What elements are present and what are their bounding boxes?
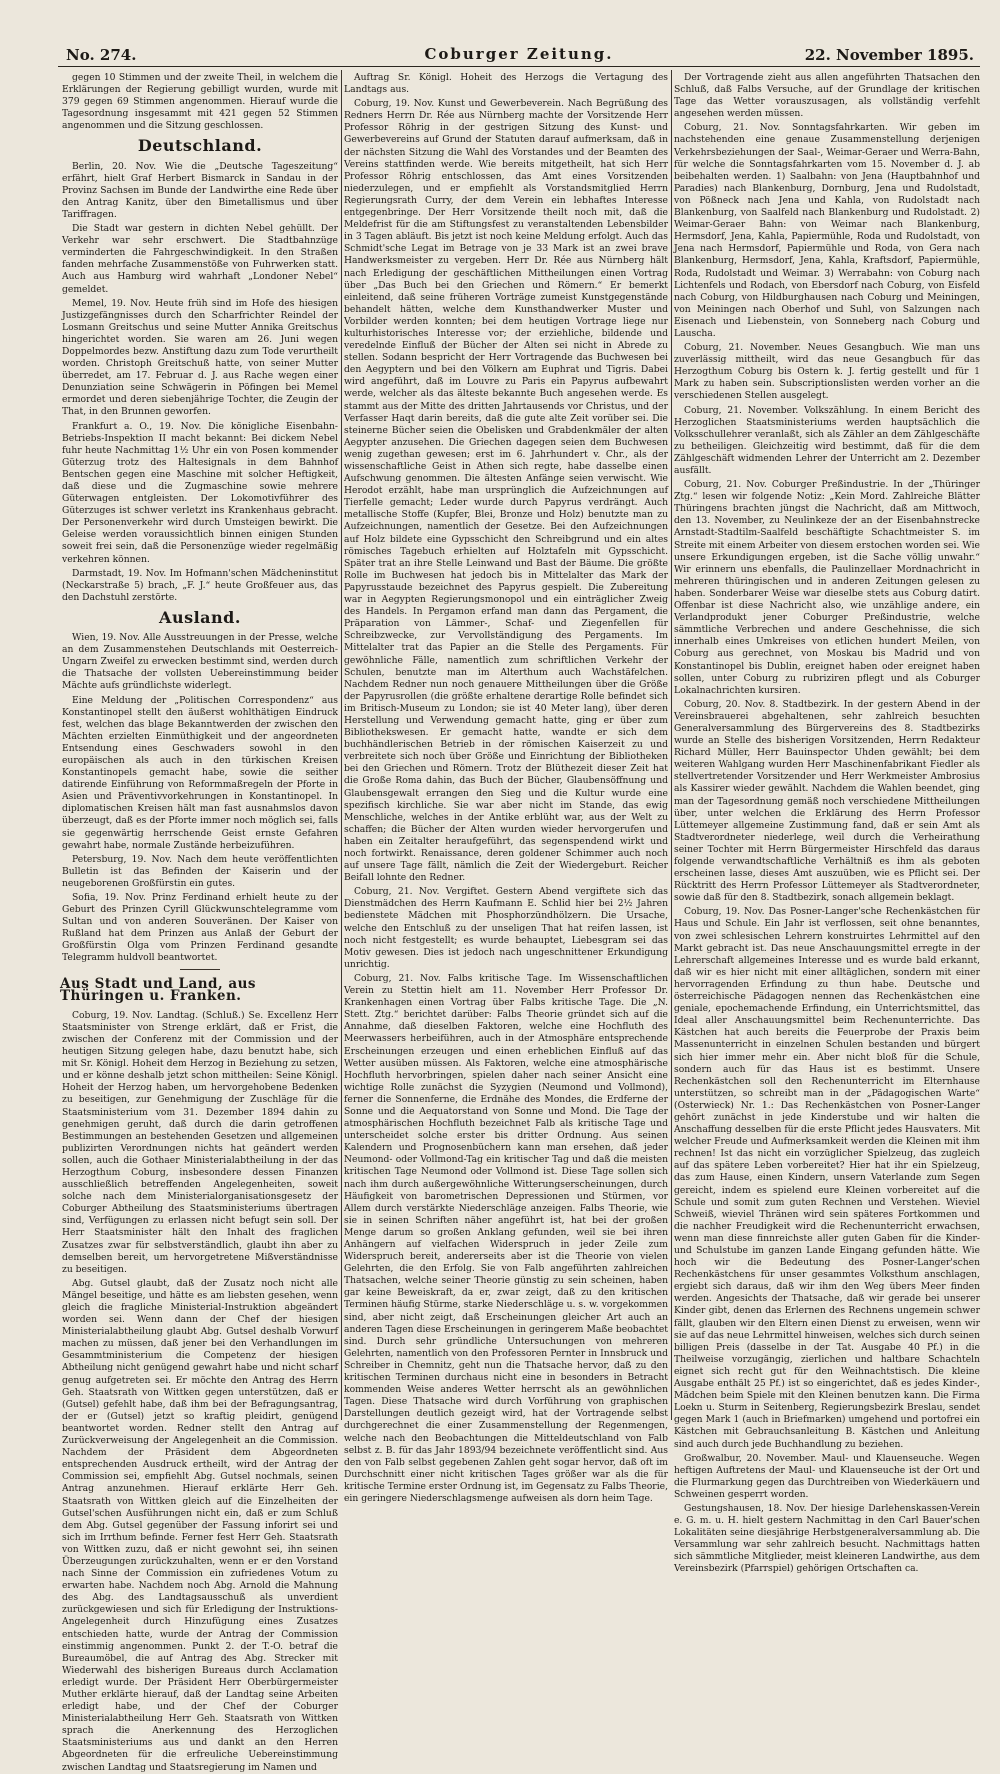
article-petersburg: Petersburg, 19. Nov. Nach dem heute veröffentlichten Bulletin ist das Befinden der Kaiserin und der neugeborenen Großfürstin ein gutes. bbox=[62, 853, 338, 889]
article-paragraph: Auftrag Sr. Königl. Hoheit des Herzogs die Vertagung des Landtags aus. bbox=[344, 72, 668, 96]
article-landtag: Coburg, 19. Nov. Landtag. (Schluß.) Se. Excellenz Herr Staatsminister von Strenge erklärt, daß er Frist, die zwischen der Conferenz mit der Commission und der heutigen Sitzung gelegen habe, dazu benutzt habe, sich mit Sr. Königl. Hoheit dem Herzog in Beziehung zu setzen, und er könne deshalb jetzt schon mittheilen: Seine Königl. Hoheit der Herzog haben, um hervorgehobene Bedenken zu beseitigen, zur Genehmigung der Zuschläge für die Staatsministerium vom 31. Dezember 1894 dahin zu genehmigen geruht, daß durch die darin getroffenen Bestimmungen an bestehenden Gesetzen und allgemeinen publizirten Verordnungen nichts hat geändert werden sollen, auch die Gothaer Ministerialabtheilung in der das Herzogthum Coburg, insbesondere dessen Finanzen ausschließlich betreffenden Angelegenheiten, soweit solche nach dem Ministerialorganisationsgesetz der Coburger Abtheilung des Staatsministeriums übertragen sind, Verfügungen zu erlassen nicht befugt sein soll. Der Herr Staatsminister hält den Inhalt des fraglichen Zusatzes zwar für selbstverständlich, glaubt ihn aber zu demselben bereit, um hervorgetretene Mißverständnisse zu beseitigen. bbox=[62, 1009, 338, 1275]
article-wien: Wien, 19. Nov. Alle Ausstreuungen in der Presse, welche an dem Zusammenstehen Deutschlands mit Oesterreich-Ungarn Zweifel zu erwecken bestimmt sind, werden durch die Thatsache der vollsten Uebereinstimmung beider Mächte aufs gründlichste widerlegt. bbox=[62, 632, 338, 692]
article-sofia: Sofia, 19. Nov. Prinz Ferdinand erhielt heute zu der Geburt des Prinzen Cyrill Glückwunschtelegramme vom Sultan und von anderen Souveränen. Der Kaiser von Rußland hat dem Prinzen aus Anlaß der Geburt der Großfürstin Olga vom Prinzen Ferdinand gesandte Telegramm huldvoll beantwortet. bbox=[62, 892, 338, 964]
article-paragraph: Abg. Gutsel glaubt, daß der Zusatz noch nicht alle Mängel beseitige, und hätte es am liebsten gesehen, wenn gleich die fragliche Ministerial-Instruktion abgeändert worden sei. Wenn dann der Chef der hiesigen Ministerialabtheilung glaubt Abg. Gutsel deshalb Vorwurf machen zu müssen, daß jener bei den Verhandlungen im Gesammtministerium die Competenz der hiesigen Abtheilung nicht genügend gewahrt habe und nicht scharf genug aufgetreten sei. Er möchte den Antrag des Herrn Geh. Staatsrath von Wittken gegen unterstützen, daß er (Gutsel) gefehlt habe, daß ihm bei der Befragungsantrag, der er (Gutsel) jetzt so kraftig pleidirt, genügend beantwortet worden. Redner stellt den Antrag auf Zurückverweisung der Angelegenheit an die Commission. Nachdem der Präsident dem Abgeordneten entsprechenden Ausdruck ertheilt, wird der Antrag der Commission sei, empfiehlt Abg. Gutsel nochmals, seinen Antrag anzunehmen. Hierauf erklärte Herr Geh. Staatsrath von Wittken gleich auf die Einzelheiten der Gutsel'schen Ausführungen nicht ein, daß er zum Schluß dem Abg. Gutsel gegenüber der Fassung inforirt sei und sich im Irrthum befinde. Ferner fest Herr Geh. Staatsrath von Wittken zuzu, daß er nicht gewohnt sei, ihn seinen Überzeugungen zurückzuhalten, wenn er er den Vorstand nach Sinne der Commission ein zufriedenes Votum zu erwarten habe. Nachdem noch Abg. Arnold die Mahnung des Abg. des Landtagsausschuß als unverdient zurückgewiesen und sich für Erledigung der Instruktions-Angelegenheit durch Hinzufügung eines Zusatzes entschieden hatte, wurde der Antrag der Commission einstimmig angenommen. Punkt 2. der T.-O. betraf die Bureaumöbel, die auf Antrag des Abg. Strecker mit Wiederwahl des bisherigen Bureaus durch Acclamation erledigt wurde. Der Präsident Herr Oberbürgermeister Muther erklärte hierauf, daß der Landtag seine Arbeiten erledigt habe, und der Chef der Coburger Ministerialabtheilung Herr Geh. Staatsrath von Wittken sprach die Anerkennung des Herzoglichen Staatsministeriums aus und dankt an den Herren Abgeordneten für die erfreuliche Uebereinstimmung zwischen Landtag und Staatsregierung im Namen und bbox=[62, 1277, 338, 1773]
article-stadtbezirk: Coburg, 20. Nov. 8. Stadtbezirk. In der gestern Abend in der Vereinsbrauerei abgehaltenen, sehr zahlreich besuchten Generalversammlung des Bürgervereins des 8. Stadtbezirks wurde an Stelle des bisherigen Vorsitzenden, Herrn Redakteur Richard Müller, Herr Bauinspector Uhden gewählt; bei dem weiteren Wahlgang wurden Herr Maschinenfabrikant Fiedler als stellvertretender Vorsitzender und Herr Werkmeister Ambrosius als Kassirer wieder gewählt. Nachdem die Wahlen beendet, ging man der Tagesordnung gemäß noch verschiedene Mittheilungen über, unter welchen die Erklärung des Herrn Professor Lüttemeyer allgemeine Zustimmung fand, daß er sein Amt als Stadtverordneter niederlege, weil durch die Verheirathung seiner Tochter mit Herrn Bürgermeister Hirschfeld das daraus folgende verwandtschaftliche Verhältniß es ihm als geboten erscheinen lasse, dieses Amt auszuüben, wie es Pflicht sei. Der Rücktritt des Herrn Professor Lüttemeyer als Stadtverordneter, sowie daß für den 8. Stadtbezirk, sonach allgemein beklagt. bbox=[674, 698, 980, 904]
issue-date: 22. November 1895. bbox=[804, 46, 974, 64]
article-darmstadt: Darmstadt, 19. Nov. Im Hofmann'schen Mädcheninstitut (Neckarstraße 5) brach, „F. J.“ heute Großfeuer aus, das den Dachstuhl zerstörte. bbox=[62, 567, 338, 603]
column-3 bbox=[674, 72, 980, 1575]
article-pressindustrie: Coburg, 21. Nov. Coburger Preßindustrie. In der „Thüringer Ztg.“ lesen wir folgende Notiz: „Kein Mord. Zahlreiche Blätter Thüringens brachten jüngst die Nachricht, daß am Mittwoch, den 13. November, zu Neulinkeze der an der Eisenbahnstrecke Arnstadt-Stadtilm-Saalfeld beschäftigte Schachtmeister S. im Streite mit einem Arbeiter von diesem erstochen worden sei. Wie unsere Erkundigungen ergeben, ist die Sache völlig unwahr.“ Wir erinnern uns ebenfalls, die Paulinzellaer Mordnachricht in mehreren thüringischen und in anderen Zeitungen gelesen zu haben. Sonderbarer Weise war dieselbe stets aus Coburg datirt. Offenbar ist diese Nachricht also, wie unzählige andere, ein Verlandprodukt jener Coburger Preßindustrie, welche sämmtliche Verbrechen und andere Geschehnisse, die sich innerhalb eines Umkreises von etlichen hundert Meilen, von Coburg aus gerechnet, von Moskau bis Madrid und von Konstantinopel bis Dublin, ereignet haben oder ereignet haben sollen, unter Coburg zu rubriziren pflegt und als Coburger Lokalnachrichten kursiren. bbox=[674, 479, 980, 696]
article-paragraph: Eine Meldung der „Politischen Correspondenz“ aus Konstantinopel stellt den äußerst wohlthätigen Eindruck fest, welchen das blage Bekanntwerden der zwischen den Mächten erzielten Einmüthigkeit und der angeordneten Entsendung eines Geschwaders sowohl in den europäischen als auch in den türkischen Kreisen Konstantinopels gemacht habe, sowie die seither datirende Einführung von Reformmaßregeln der Pforte in Asien und Präventivvorkehrungen in Konstantinopel. In diplomatischen Kreisen hält man fast ausnahmslos davon überzeugt, daß es der Pforte immer noch möglich sei, falls sie gegenwärtig herrschende Geist ernste Gefahren gewahrt habe, normale Zustände herbeizuführen. bbox=[62, 694, 338, 851]
article-rechenkaestchen: Coburg, 19. Nov. Das Posner-Langer'sche Rechenkästchen für Haus und Schule. Ein Jahr ist verflossen, seit ohne benanntes, von zwei schlesischen Lehrern konstruirtes Lehrmittel auf den Markt gebracht ist. Das neue Anschauungsmittel erregte in der Lehrerschaft allgemeines Interesse und es wurde bald erkannt, daß wir es hier nicht mit einer alltäglichen, sondern mit einer hervorragenden Erfindung zu thun habe. Deutsche und österreichische Pädagogen nennen das Rechenkästchen eine geniale, epochemachende Erfindung, ein Unterrichtsmittel, das Ideal aller Anschauungsmittel beim Rechenunterrichte. Das Kästchen hat auch bereits die Feuerprobe der Praxis beim Massenunterricht in einzelnen Schulen bestanden und bürgert sich hier immer mehr ein. Aber nicht bloß für die Schule, sondern auch für das Haus ist es bestimmt. Unsere Rechenkästchen soll den Rechenunterricht im Elternhause unterstützen, so schreibt man in der „Pädagogischen Warte“ (Osterwieck) Nr. 1.: Das Rechenkästchen von Posner-Langer gehört zunächst in jede Kinderstube und wir halten die Anschaffung desselben für die erste Pflicht jedes Hausvaters. Mit welcher Freude und Aufmerksamkeit werden die Kleinen mit ihm rechnen! Ist das nicht ein vorzüglicher Spielzeug, das zugleich auf das spätere Leben vorbereitet? Hier hat ihr ein Spielzeug, das zum Hause, einen Kindern, unsern Vaterlande zum Segen gereicht, indem es spielend eure Kleinen vorbereitet auf die Schule und somit zum guten Rechnen und Verstehen. Wieviel Schweiß, wieviel Thränen wird sein späteres Fortkommen und die nachher Freudigkeit wird die Rechenunterricht erwachsen, wenn man diese finnreichste aller guten Gaben für die Kinder- und Schulstube im ganzen Lande Eingang gefunden hätte. Wie hoch wir die Bedeutung des Posner-Langer'schen Rechenkästchens für unser gesammtes Volksthum anschlagen, ergiebt sich daraus, daß wir ihm den Weg übers Meer finden werden. Angesichts der Thatsache, daß wir gerade bei unserer Kinder gibt, denen das Erlernen des Rechnens ungemein schwer fällt, glauben wir den Eltern einen Dienst zu erweisen, wenn wir sie auf das neue Lehrmittel hinweisen, welches sich durch seinen billigen Preis (dasselbe in der Tat. Ausgabe 40 Pf.) in die Theilweise vorzugängig, zierlichen und haltbare Schachteln eignet sich recht gut für den Weihnachtstisch. Die kleine Ausgabe enthält 25 Pf.) ist so eingerichtet, daß es jedes Kinder-, Mädchen beim Spiele mit den Kleinen benutzen kann. Die Firma Loekn u. Sturm in Seitenberg, Regierungsbezirk Breslau, sendet gegen Mark 1 (auch in Briefmarken) umgehend und portofrei ein Kästchen mit Gebrauchsanleitung B. Kästchen und Anleitung sind auch durch jede Buchhandlung zu beziehen. bbox=[674, 906, 980, 1450]
article-memel: Memel, 19. Nov. Heute früh sind im Hofe des hiesigen Justizgefängnisses durch den Scharfrichter Reindel der Losmann Greitschus und seine Mutter Annika Greitschus hingerichtet worden. Sie waren am 26. Juni wegen Doppelmordes bezw. Anstiftung dazu zum Tode verurtheilt worden. Christoph Greitschuß hatte, von seiner Mutter überredet, am 17. Februar d. J. aus Rache wegen einer Denunziation seine Schwägerin in Pöfingen bei Memel ermordet und deren siebenjährige Tochter, die Zeugin der That, in den Brunnen geworfen. bbox=[62, 297, 338, 418]
issue-number: No. 274. bbox=[66, 46, 137, 64]
article-volkszaehlung: Coburg, 21. November. Volkszählung. In einem Bericht des Herzoglichen Staatsministeriums werden hauptsächlich die Volksschullehrer veranlaßt, sich als Zähler an dem Zählgeschäfte zu betheiligen. Gleichzeitig wird bestimmt, daß für die dem Zählgeschäft widmenden Lehrer der Unterricht am 2. Dezember ausfällt. bbox=[674, 404, 980, 476]
section-heading-stadt-und-land: Aus Stadt und Land, aus Thüringen u. Franken. bbox=[60, 975, 257, 1004]
article-berlin: Berlin, 20. Nov. Wie die „Deutsche Tageszeitung“ erfährt, hielt Graf Herbert Bismarck in Sandau in der Provinz Sachsen im Bunde der Landwirthe eine Rede über den Antrag Kanitz, über den Bimetallismus und über Tariffragen. bbox=[62, 160, 338, 220]
article-kunstverein: Coburg, 19. Nov. Kunst und Gewerbeverein. Nach Begrüßung des Redners Herrn Dr. Rée aus Nürnberg machte der Vorsitzende Herr Professor Röhrig in der gestrigen Sitzung des Kunst- und Gewerbevereins auf Grund der Statuten darauf aufmerksam, daß in der nächsten Sitzung die Wahl des Vorstandes und der Beamten des Vereins stattfinden werde. Wie bereits mitgetheilt, hat sich Herr Professor Röhrig entschlossen, das Amt eines Vorsitzenden niederzulegen, und er empfiehlt als Vorstandsmitglied Herrn Regierungsrath Curry, der dem Verein ein lebhaftes Interesse entgegenbringe. Der Herr Vorsitzende theilt noch mit, daß die Meldefrist für die am Stiftungsfest zu veranstaltenden Lebensbilder in 3 Tagen abläuft. Bis jetzt ist noch keine Meldung erfolgt. Auch das Schmidt'sche Legat im Betrage von je 33 Mark ist an zwei brave Handwerksmeister zu vergeben. Herr Dr. Rée aus Nürnberg hält nach Erledigung der geschäftlichen Mittheilungen einen Vortrag über „Das Buch bei den Griechen und Römern.“ Er bemerkt einleitend, daß seine früheren Vorträge zumeist Kunstgegenstände behandelt hätten, welche dem Kunsthandwerker Muster und Vorbilder werden konnten; bei dem heutigen Vortrage liege nur kulturhistorisches Interesse vor; der erziehliche, bildende und veredelnde Einfluß der Bücher der Alten sei nicht in Abrede zu stellen. Sodann bespricht der Herr Vortragende das Buchwesen bei den Aegyptern und bei den Völkern am Euphrat und Tigris. Dabei wird angeführt, daß im Louvre zu Paris ein Papyrus aufbewahrt werde, welcher als das älteste bekannte Buch angesehen werde. Es stammt aus der Mitte des dritten Jahrtausends vor Christus, und der Verfasser Haqt darin bereits, daß die gute alte Zeit vorüber sei. Die steinerne Bücher seien die Obelisken und Grabdenkmäler der alten Aegypter anzusehen. Die Griechen dagegen seien dem Buchwesen wenig zugethan gewesen; erst im 6. Jahrhundert v. Chr., als der wissenschaftliche Geist in Athen sich regte, habe dasselbe einen Aufschwung genommen. Die ältesten Anfänge seien verwischt. Wie Herodot erzählt, habe man ursprünglich die Aufzeichnungen auf Tierfelle gemacht; Leder wurde durch Papyrus verdrängt. Auch metallische Stoffe (Kupfer, Blei, Bronze und Holz) benutzte man zu Aufzeichnungen, namentlich der Gesetze. Bei den Aufzeichnungen auf Holz bildete eine Gypsschicht den Schreibgrund und ein altes römisches Tagebuch erhielten auf Holztafeln mit Gypsschicht. Später trat an ihre Stelle Leinwand und Bast der Bäume. Die größte Rolle im Buchwesen hat jedoch bis in Mittelalter das Mark der Papyrusstaude bezeichnet des Papyrus gespielt. Die Zubereitung war in Aegypten Regierungsmonopol und ein einträglicher Zweig des Handels. In Pergamon erfand man dann das Pergament, die Präparation von Lämmer-, Schaf- und Ziegenfellen für Schreibzwecke, zur Vervollständigung des Pergaments. Im Mittelalter trat das Papier an die Stelle des Pergaments. Für gewöhnliche Fälle, namentlich zum schriftlichen Verkehr der Schulen, benutzte man im Alterthum auch Wachstäfelchen. Nachdem Redner nun noch genauere Mittheilungen über die Größe der Papyrusrollen (die größte erhaltene derartige Rolle befindet sich im Britisch-Museum zu London; sie ist 40 Meter lang), über deren Herstellung und Verwendung gemacht hatte, ging er über zum Bibliothekswesen. Er gemacht hatte, wandte er sich dem buchhändlerischen Betrieb in der römischen Kaiserzeit zu und verbreitete sich noch über Größe und Einrichtung der Bibliotheken bei den Griechen und Römern. Trotz der Blüthezeit dieser Zeit hat die Große Roma dahin, das Buch der Bücher, Glaubensöffnung und Glaubensgewalt errangen den Sieg und die Kultur wurde eine spezifisch kirchliche. Sie war aber nicht im Stande, das ewig Menschliche, welches in der Antike erblüht war, aus der Welt zu schaffen; die Bücher der Alten wurden wieder hervorgerufen und haben ein Zeitalter heraufgeführt, das segenspendend wirkt und noch fortwirkt. Renaissance, deren goldener Schimmer auch noch auf unsere Tage fällt, nämlich die Zeit der Wiedergeburt. Reicher Beifall lohnte den Redner. bbox=[344, 98, 668, 884]
section-heading-deutschland: Deutschland. bbox=[137, 136, 263, 156]
column-2 bbox=[344, 72, 668, 1504]
section-heading-ausland: Ausland. bbox=[159, 607, 241, 627]
article-gesangbuch: Coburg, 21. November. Neues Gesangbuch. Wie man uns zuverlässig mittheilt, wird das neue Gesangbuch für das Herzogthum Coburg bis Ostern k. J. fertig gestellt und für 1 Mark zu haben sein. Subscriptionslisten werden vorher an die verschiedenen Stellen ausgelegt. bbox=[674, 342, 980, 402]
column-1 bbox=[60, 72, 338, 1773]
separator-line bbox=[180, 969, 220, 970]
column-divider bbox=[671, 70, 672, 1420]
article-vergiftet: Coburg, 21. Nov. Vergiftet. Gestern Abend vergiftete sich das Dienstmädchen des Herrn Kaufmann E. Schlid hier bei 2½ Jahren bedienstete Mädchen mit Phosphorzündhölzern. Die Ursache, welche den Entschluß zu der unseligen That hat reifen lassen, ist noch nicht festgestellt; es wurde behauptet, Liebesgram sei das Motiv gewesen. Dies ist jedoch nach ungeschnittener Erkundigung unrichtig. bbox=[344, 886, 668, 970]
article-sonntagsfahrkarten: Coburg, 21. Nov. Sonntagsfahrkarten. Wir geben im nachstehenden eine genaue Zusammenstellung derjenigen Verkehrsbeziehungen der Saal-, Weimar-Geraer und Werra-Bahn, für welche die Sonntagsfahrkarten vom 15. November d. J. ab beibehalten werden. 1) Saalbahn: von Jena (Hauptbahnhof und Paradies) nach Blankenburg, Dornburg, Jena und Rudolstadt, von Pößneck nach Jena und Kahla, von Rudolstadt nach Blankenburg, von Saalfeld nach Blankenburg und Rudolstadt. 2) Weimar-Geraer Bahn: von Weimar nach Blankenburg, Hermsdorf, Jena, Kahla, Papiermühle, Roda und Rudolstadt, von Jena nach Hermsdorf, Papiermühle und Roda, von Gera nach Blankenburg, Hermsdorf, Jena, Kahla, Kraftsdorf, Papiermühle, Roda, Rudolstadt und Weimar. 3) Werrabahn: von Coburg nach Lichtenfels und Rodach, von Ebersdorf nach Coburg, von Eisfeld nach Coburg, von Hildburghausen nach Coburg und Meiningen, von Meiningen nach Oberhof und Suhl, von Salzungen nach Eisenach und Liebenstein, von Sonneberg nach Coburg und Lauscha. bbox=[674, 122, 980, 339]
article-klauenseuche: Großwalbur, 20. November. Maul- und Klauenseuche. Wegen heftigen Auftretens der Maul- und Klauenseuche ist der Ort und die Flurmarkung gegen das Durchtreiben von Wiederkäuern und Schweinen gesperrt worden. bbox=[674, 1452, 980, 1500]
newspaper-title: Coburger Zeitung. bbox=[424, 45, 614, 63]
article-falb: Coburg, 21. Nov. Falbs kritische Tage. Im Wissenschaftlichen Verein zu Stettin hielt am 11. November Herr Professor Dr. Krankenhagen einen Vortrag über Falbs kritische Tage. Die „N. Stett. Ztg.“ berichtet darüber: Falbs Theorie gründet sich auf die Annahme, daß dieselben Faktoren, welche eine Hochfluth des Meerwassers herbeiführen, auch in der Atmosphäre entsprechende Erscheinungen erzeugen und einen erheblichen Einfluß auf das Wetter ausüben müssen. Als Faktoren, welche eine atmosphärische Hochfluth hervorbringen, spielen daher nach seiner Ansicht eine wichtige Rolle zunächst die Syzygien (Neumond und Vollmond), ferner die Sonnenferne, die Erdnähe des Mondes, die Erdferne der Sonne und die Aequatorstand von Sonne und Mond. Die Tage der atmosphärischen Hochfluth bezeichnet Falb als kritische Tage und unterscheidet solche erster bis dritter Ordnung. Aus seinen Kalendern und Prognosenbüchern kann man ersehen, daß jeder Neumond- oder Vollmond-Tag ein kritischer Tag und daß die meisten kritischen Tage Neumond oder Vollmond ist. Diese Tage sollen sich nach ihm durch außergewöhnliche Witterungserscheinungen, durch Häufigkeit von barometrischen Depressionen und Stürmen, vor Allem durch verstärkte Niederschläge anzeigen. Falbs Theorie, wie sie in seinen Schriften näher angeführt ist, hat bei der großen Menge darum so großen Anklang gefunden, weil sie bei ihren Anhängern auf vielfachen Widerspruch in jeder Zeile zum Widerspruch bereit, andererseits aber ist die Theorie von vielen Gelehrten, die den Erfolg. Sie von Falb angeführten zahlreichen Thatsachen, welche seiner Theorie günstig zu sein scheinen, haben gar keine Beweiskraft, da er, zwar zeigt, daß zu den kritischen Terminen häufig Stürme, starke Niederschläge u. s. w. vorgekommen sind, aber nicht zeigt, daß Erscheinungen gleicher Art auch an anderen Tagen diese Erscheinungen in geringerem Maße beobachtet sind. Durch sehr gründliche Untersuchungen von mehreren Gelehrten, namentlich von den Professoren Pernter in Innsbruck und Schreiber in Chemnitz, geht nun die Thatsache hervor, daß zu den kritischen Terminen durchaus nicht eine in besonders in Betracht kommenden Weise anderes Wetter herrscht als an gewöhnlichen Tagen. Diese Thatsache wird durch Vorführung von graphischen Darstellungen deutlich gezeigt wird, hat der Vortragende selbst durchgerechnet die einer Zusammenstellung der Regenmengen, welche nach den Beobachtungen die Mitteldeutschland von Falb selbst z. B. für das Jahr 1893/94 bezeichnete veröffentlicht sind. Aus den von Falb selbst gegebenen Zahlen geht sogar hervor, daß oft im Durchschnitt einer nicht kritischen Tages größer war als die für kritische Termine erster Ordnung ist, im Gegensatz zu Falbs Theorie, ein geringere Niederschlagsmenge aufweisen als dorn heim Tage. bbox=[344, 972, 668, 1504]
article-darlehenskasse: Gestungshausen, 18. Nov. Der hiesige Darlehenskassen-Verein e. G. m. u. H. hielt gestern Nachmittag in den Carl Bauer'schen Lokalitäten seine diesjährige Herbstgeneralversammlung ab. Die Versammlung war sehr zahlreich besucht. Nachmittags hatten sich sämmtliche Mitglieder, meist kleineren Landwirthe, aus dem Vereinsbezirk (Pfarrspiel) gehörigen Ortschaften ca. bbox=[674, 1502, 980, 1575]
article-paragraph: gegen 10 Stimmen und der zweite Theil, in welchem die Erklärungen der Regierung gebilligt wurden, wurde mit 379 gegen 69 Stimmen angenommen. Hierauf wurde die Tagesordnung insgesammt mit 421 gegen 52 Stimmen angenommen und die Sitzung geschlossen. bbox=[62, 72, 338, 132]
article-frankfurt: Frankfurt a. O., 19. Nov. Die königliche Eisenbahn-Betriebs-Inspektion II macht bekannt: Bei dickem Nebel fuhr heute Nachmittag 1½ Uhr ein von Posen kommender Güterzug trotz des Haltesignals in dem Bahnhof Bentschen gegen eine Maschine mit solcher Heftigkeit, daß diese und die Zugmaschine sowie mehrere Güterwagen entgleisten. Der Lokomotivführer des Güterzuges ist schwer verletzt ins Krankenhaus gebracht. Der Personenverkehr wird durch Umsteigen bewirkt. Die Geleise werden voraussichtlich binnen einigen Stunden soweit frei sein, daß die Personenzüge wieder regelmäßig verkehren können. bbox=[62, 420, 338, 565]
article-paragraph: Der Vortragende zieht aus allen angeführten Thatsachen den Schluß, daß Falbs Versuche, auf der Grundlage der kritischen Tage das Wetter vorauszusagen, als vollständig verfehlt angesehen werden müssen. bbox=[674, 72, 980, 120]
masthead bbox=[58, 40, 980, 67]
article-paragraph: Die Stadt war gestern in dichten Nebel gehüllt. Der Verkehr war sehr erschwert. Die Stadtbahnzüge verminderten die Fahrgeschwindigkeit. In den Straßen fanden mehrfache Zusammenstöße von Fuhrwerken statt. Auch aus Hamburg wird wahrhaft „Londoner Nebel“ gemeldet. bbox=[62, 223, 338, 295]
column-divider bbox=[341, 70, 342, 1420]
